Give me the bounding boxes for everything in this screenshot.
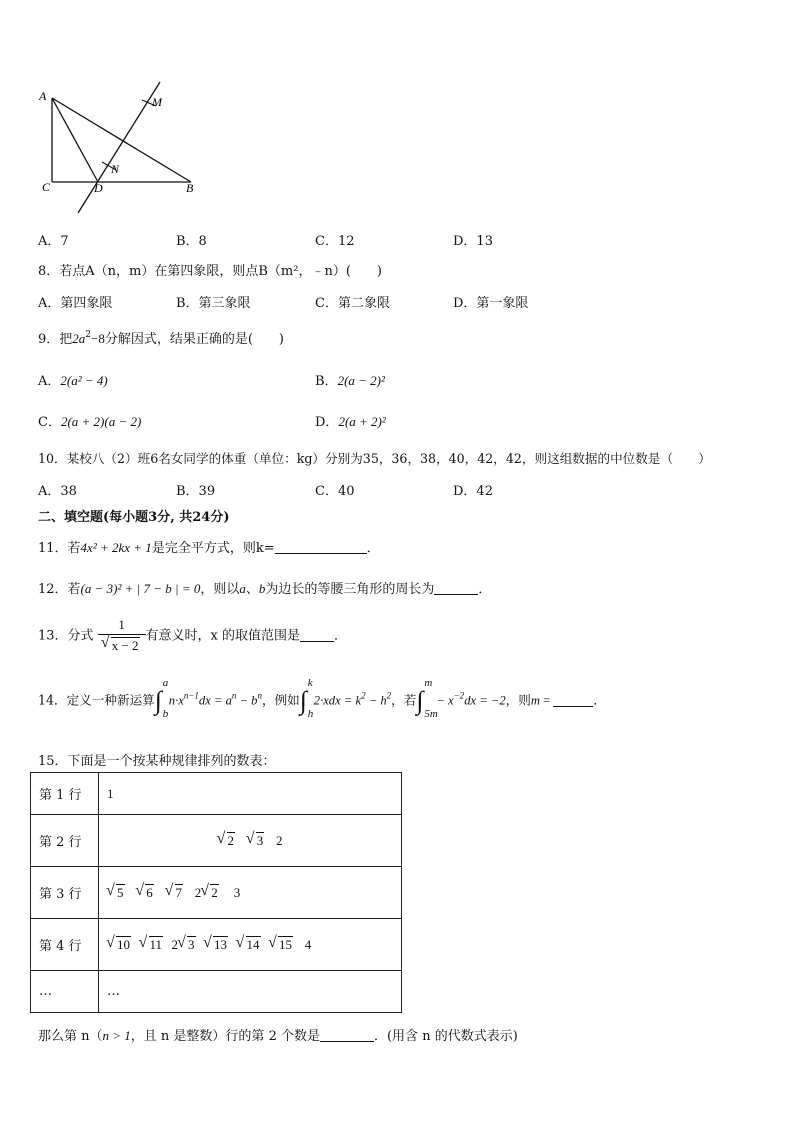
int3-upper: m bbox=[424, 677, 433, 689]
q9-option-a[interactable] bbox=[38, 370, 108, 389]
row2-value-3: 2 bbox=[276, 832, 283, 848]
q12 bbox=[38, 578, 491, 597]
row-content: … bbox=[99, 971, 402, 1013]
q13-denominator: x − 2 bbox=[111, 638, 139, 653]
section-heading-fill-in: 二、填空题(每小题3分, 共24分) bbox=[38, 510, 230, 525]
q13-numerator: 1 bbox=[98, 616, 146, 635]
q7-option-d[interactable]: D．13 bbox=[453, 234, 493, 249]
label-b: B bbox=[186, 181, 194, 195]
row-content bbox=[99, 867, 402, 919]
q13-pre: 13．分式 bbox=[38, 628, 94, 644]
row4-radicand-4: 13 bbox=[214, 936, 228, 952]
table-row bbox=[31, 815, 402, 867]
q14-eq: = bbox=[539, 693, 554, 708]
integral-sign-3: ∫ m 5m bbox=[416, 677, 438, 720]
row3-coef: 2 bbox=[194, 884, 202, 900]
q11-post: ． bbox=[366, 541, 380, 556]
table-row bbox=[31, 971, 402, 1013]
q14-mid3: ，则 bbox=[505, 692, 531, 708]
row4-radicand-2: 11 bbox=[149, 936, 163, 952]
int3-rest: dx = −2 bbox=[464, 693, 506, 708]
q13-answer-blank[interactable] bbox=[300, 629, 334, 642]
q7-option-a[interactable]: A．7 bbox=[38, 234, 69, 249]
q12-mid1: ，则以 bbox=[200, 582, 240, 597]
row-label: 第 2 行 bbox=[31, 815, 99, 867]
row4-radicand-1: 10 bbox=[117, 936, 130, 952]
row3-radicand-3: 7 bbox=[175, 884, 182, 900]
table-row bbox=[31, 867, 402, 919]
q9-option-a-expr: 2(a² − 4) bbox=[60, 373, 108, 388]
int2-body: 2·xdx = k bbox=[313, 693, 362, 708]
q9-option-c-expr: 2(a + 2)(a − 2) bbox=[60, 414, 142, 429]
q13 bbox=[38, 616, 347, 656]
int3-body: − x bbox=[436, 693, 454, 708]
int1-lower: b bbox=[162, 708, 169, 720]
integral-sign-1: ∫ a b bbox=[154, 677, 169, 720]
q12-expr: (a − 3)² + | 7 − b | = 0 bbox=[80, 581, 201, 596]
row-content bbox=[99, 773, 402, 815]
q13-fraction bbox=[98, 616, 146, 656]
q9-stem-expr-a: 2a bbox=[72, 331, 86, 346]
q9-option-d[interactable] bbox=[315, 411, 386, 430]
row3-radicand-1: 5 bbox=[117, 884, 124, 900]
row-label: 第 1 行 bbox=[31, 773, 99, 815]
q12-var-b: b bbox=[258, 581, 266, 596]
q10-stem: 10．某校八（2）班6名女同学的体重（单位：kg）分别为35，36，38，40，42，42，则这组数据的中位数是（ ） bbox=[38, 451, 711, 466]
q14-mid1: ，例如 bbox=[261, 692, 300, 708]
segment-ad bbox=[52, 98, 98, 182]
int2-upper: k bbox=[307, 677, 313, 689]
q9-option-b-letter: B． bbox=[315, 374, 338, 389]
q10-option-a[interactable]: A．38 bbox=[38, 484, 77, 499]
q14-post: ． bbox=[593, 692, 606, 708]
int1-minus: − b bbox=[236, 693, 258, 708]
q10-option-d[interactable]: D．42 bbox=[453, 484, 493, 499]
q9-stem-pre: 9．把 bbox=[38, 332, 73, 347]
row-content bbox=[99, 919, 402, 971]
label-a: A bbox=[39, 89, 47, 103]
q11-expr: 4x² + 2kx + 1 bbox=[80, 540, 152, 555]
int3-exp: −2 bbox=[453, 690, 465, 701]
q9-option-b-expr: 2(a − 2)² bbox=[337, 373, 385, 388]
table-row bbox=[31, 919, 402, 971]
row4-radicand-5: 14 bbox=[246, 936, 260, 952]
int3-lower: 5m bbox=[424, 708, 438, 720]
q12-pre: 12．若 bbox=[38, 582, 81, 597]
q9-stem-expr-b: −8 bbox=[91, 331, 105, 346]
q9-option-d-letter: D． bbox=[315, 415, 339, 430]
label-d: D bbox=[94, 181, 103, 195]
q15-answer-blank[interactable] bbox=[320, 1029, 374, 1042]
q9-stem-post: 分解因式，结果正确的是( ) bbox=[104, 332, 285, 347]
q9-option-d-expr: 2(a + 2)² bbox=[338, 414, 386, 429]
q13-denominator-sqrt bbox=[102, 637, 140, 655]
integral-sign-2: ∫ k h bbox=[299, 677, 314, 720]
int2-lower: h bbox=[307, 708, 314, 720]
q14 bbox=[38, 677, 606, 720]
label-n: N bbox=[111, 162, 120, 176]
q12-var-a: a bbox=[239, 581, 246, 596]
table-row bbox=[31, 773, 402, 815]
int1-upper: a bbox=[162, 677, 169, 689]
row4-value-7: 4 bbox=[304, 936, 312, 952]
q8-stem: 8．若点A（n，m）在第四象限，则点B（m²，﹣n）( ) bbox=[38, 264, 382, 279]
row4-coef: 2 bbox=[171, 936, 179, 952]
perpendicular-bisector bbox=[78, 82, 160, 213]
row2-radicand-2: 3 bbox=[256, 832, 264, 848]
int2-rest: − h bbox=[365, 693, 387, 708]
q9-stem: 9．把$2a^2-8$分解因式，结果正确的是( ) bbox=[38, 330, 285, 347]
q9-option-c-letter: C． bbox=[38, 415, 61, 430]
q12-answer-blank[interactable] bbox=[434, 582, 478, 595]
q13-mid: 有意义时，x 的取值范围是 bbox=[145, 628, 300, 644]
q15-after-cond: n > 1 bbox=[102, 1028, 131, 1043]
row-label: 第 3 行 bbox=[31, 867, 99, 919]
label-m: M bbox=[152, 95, 162, 109]
q10-option-c[interactable]: C．40 bbox=[315, 484, 355, 499]
q8-option-c[interactable]: C．第二象限 bbox=[315, 296, 390, 311]
row-label: … bbox=[31, 971, 99, 1013]
row-label: 第 4 行 bbox=[31, 919, 99, 971]
q8-option-d[interactable]: D．第一象限 bbox=[453, 296, 529, 311]
q11 bbox=[38, 537, 380, 556]
q9-option-c[interactable] bbox=[38, 411, 141, 430]
q14-mid2: ，若 bbox=[391, 692, 417, 708]
int1-exp2: n bbox=[231, 690, 237, 701]
q8-option-b[interactable]: B．第三象限 bbox=[176, 296, 251, 311]
q15-stem: 15．下面是一个按某种规律排列的数表： bbox=[38, 754, 276, 769]
number-table bbox=[30, 772, 402, 1013]
q15-after-mid: ，且 n 是整数）行的第 2 个数是 bbox=[130, 1029, 320, 1044]
int2-exp: 2 bbox=[361, 690, 366, 701]
int2-exp2: 2 bbox=[386, 690, 392, 701]
q12-post: ． bbox=[478, 582, 492, 597]
row4-radicand-3: 3 bbox=[188, 936, 195, 952]
row4-radicand-6: 15 bbox=[279, 936, 293, 952]
q7-option-b[interactable]: B．8 bbox=[176, 234, 207, 249]
q11-mid: 是完全平方式，则k= bbox=[151, 541, 275, 556]
q7-option-c[interactable]: C．12 bbox=[315, 234, 355, 249]
row-content bbox=[99, 815, 402, 867]
q9-option-b[interactable] bbox=[315, 370, 385, 389]
q9-option-a-letter: A． bbox=[38, 374, 61, 389]
row3-radicand-2: 6 bbox=[146, 884, 153, 900]
int1-rest: dx = a bbox=[198, 693, 232, 708]
q11-pre: 11．若 bbox=[38, 541, 81, 556]
q14-pre: 14．定义一种新运算 bbox=[38, 692, 155, 708]
q15-question bbox=[38, 1025, 518, 1044]
q14-answer-blank[interactable] bbox=[553, 694, 593, 707]
q10-option-b[interactable]: B．39 bbox=[176, 484, 216, 499]
q11-answer-blank[interactable] bbox=[275, 541, 367, 554]
q14-var-m: m bbox=[530, 693, 540, 708]
q12-mid2: 为边长的等腰三角形的周长为 bbox=[265, 582, 435, 597]
int1-body: n·x bbox=[168, 693, 184, 708]
segment-ab bbox=[52, 98, 191, 182]
row2-radicand-1: 2 bbox=[227, 832, 234, 848]
q8-option-a[interactable]: A．第四象限 bbox=[38, 296, 113, 311]
q13-post: ． bbox=[334, 628, 348, 644]
label-c: C bbox=[42, 180, 51, 194]
int1-exp: n−1 bbox=[183, 690, 199, 701]
q12-sep: 、 bbox=[245, 582, 259, 597]
row3-value-5: 3 bbox=[233, 884, 241, 900]
int1-exp3: n bbox=[257, 690, 262, 701]
q15-after-post: ．(用含 n 的代数式表示) bbox=[373, 1029, 518, 1044]
row3-radicand-4: 2 bbox=[211, 884, 218, 900]
triangle-figure bbox=[30, 78, 210, 218]
row1-value: 1 bbox=[107, 785, 114, 801]
q15-after-pre: 那么第 n（ bbox=[38, 1029, 103, 1044]
